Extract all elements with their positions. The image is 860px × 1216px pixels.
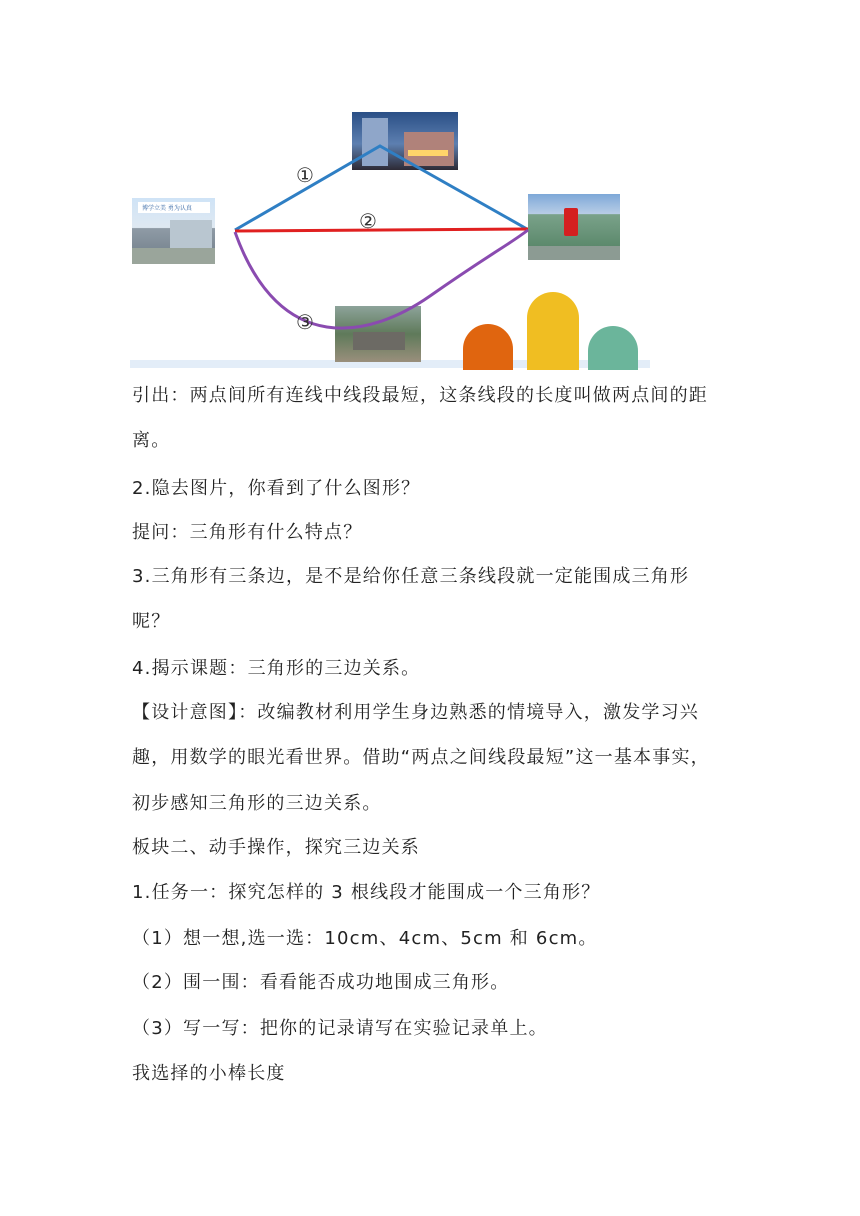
route-1-label: ① bbox=[296, 163, 314, 187]
section-2-heading: 板块二、动手操作，探究三边关系 bbox=[132, 837, 420, 858]
route-lines bbox=[130, 108, 650, 370]
task-step-1-text: （1）想一想,选一选：10cm、4cm、5cm 和 6cm。 bbox=[132, 928, 598, 949]
task-1-text: 1.任务一：探究怎样的 3 根线段才能围成一个三角形？ bbox=[132, 882, 601, 903]
design-intent-line-1: 【设计意图】：改编教材利用学生身边熟悉的情境导入，激发学习兴 bbox=[132, 702, 699, 723]
task-step-2-text: （2）围一围：看看能否成功地围成三角形。 bbox=[132, 972, 510, 993]
step-3-text-line-1: 3.三角形有三条边，是不是给你任意三条线段就一定能围成三角形 bbox=[132, 566, 690, 587]
task-step-3-text: （3）写一写：把你的记录请写在实验记录单上。 bbox=[132, 1018, 548, 1039]
intro-text-line-1: 引出：两点间所有连线中线段最短，这条线段的长度叫做两点间的距 bbox=[132, 385, 708, 406]
design-intent-line-2: 趣，用数学的眼光看世界。借助“两点之间线段最短”这一基本事实， bbox=[132, 747, 710, 768]
route-2-label: ② bbox=[359, 209, 377, 233]
route-3-curve bbox=[235, 230, 528, 328]
route-figure bbox=[130, 108, 650, 370]
record-sheet-label: 我选择的小棒长度 bbox=[132, 1063, 286, 1084]
step-3-text-line-2: 呢？ bbox=[132, 611, 171, 632]
route-3-label: ③ bbox=[296, 310, 314, 334]
school-sign-text: 博学立美 勇为认真 bbox=[142, 205, 192, 212]
question-text: 提问：三角形有什么特点？ bbox=[132, 522, 363, 543]
step-4-text: 4.揭示课题：三角形的三边关系。 bbox=[132, 658, 421, 679]
step-2-text: 2.隐去图片，你看到了什么图形？ bbox=[132, 478, 421, 499]
route-2-line bbox=[235, 229, 528, 231]
design-intent-line-3: 初步感知三角形的三边关系。 bbox=[132, 793, 382, 814]
intro-text-line-2: 离。 bbox=[132, 430, 171, 451]
route-1-line bbox=[235, 146, 527, 233]
